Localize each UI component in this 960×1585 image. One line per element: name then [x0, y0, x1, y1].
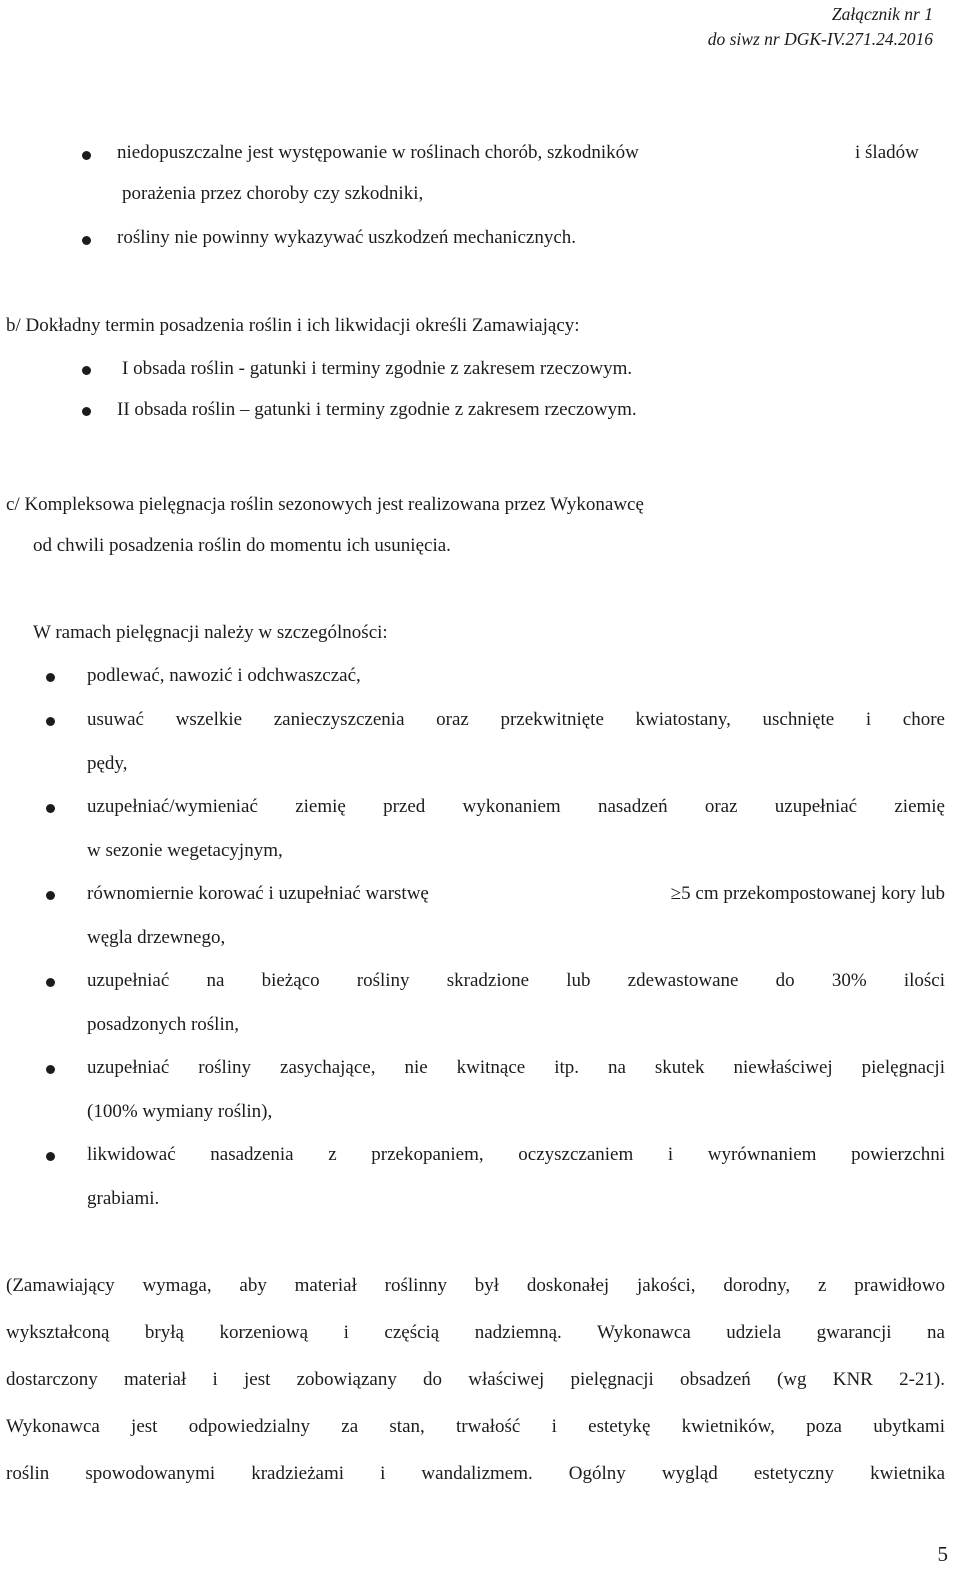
bullet-icon: [46, 891, 55, 900]
care-item: likwidować nasadzenia z przekopaniem, oczyszczaniem i wyrównaniem powierzchni: [87, 1144, 945, 1165]
section-b-item: I obsada roślin - gatunki i terminy zgodnie z zakresem rzeczowym.: [122, 358, 633, 379]
bullet-icon: [82, 366, 91, 375]
bullet-text-tail: i śladów: [855, 142, 919, 163]
section-b-item: II obsada roślin – gatunki i terminy zgodnie z zakresem rzeczowym.: [117, 399, 637, 420]
bullet-icon: [82, 151, 91, 160]
care-item-part: 5 cm przekompostowanej kory lub: [681, 883, 945, 904]
care-item-cont: grabiami.: [87, 1188, 160, 1209]
bullet-icon: [46, 978, 55, 987]
bullet-icon: [82, 236, 91, 245]
closing-line: wykształconą bryłą korzeniową i częścią nadziemną. Wykonawca udziela gwarancji na: [6, 1322, 945, 1343]
greater-or-equal-symbol: ≥: [670, 883, 682, 904]
section-c-line: c/ Kompleksowa pielęgnacja roślin sezonowych jest realizowana przez Wykonawcę: [6, 494, 644, 515]
bullet-text: rośliny nie powinny wykazywać uszkodzeń mechanicznych.: [117, 227, 577, 248]
section-c-line: od chwili posadzenia roślin do momentu ich usunięcia.: [33, 535, 451, 556]
care-item: podlewać, nawozić i odchwaszczać,: [87, 665, 361, 686]
care-item: usuwać wszelkie zanieczyszczenia oraz przekwitnięte kwiatostany, uschnięte i chore: [87, 709, 945, 730]
care-item-cont: węgla drzewnego,: [87, 927, 226, 948]
care-item-cont: w sezonie wegetacyjnym,: [87, 840, 283, 861]
bullet-icon: [46, 1065, 55, 1074]
document-reference: do siwz nr DGK-IV.271.24.2016: [707, 29, 933, 49]
care-item-part: równomiernie korować i uzupełniać warstwę: [87, 883, 429, 904]
care-item: [87, 883, 945, 905]
care-item-cont: pędy,: [87, 753, 128, 774]
care-item-cont: posadzonych roślin,: [87, 1014, 239, 1035]
bullet-icon: [46, 717, 55, 726]
care-item: uzupełniać na bieżąco rośliny skradzione lub zdewastowane do 30% ilości: [87, 970, 945, 991]
care-intro: W ramach pielęgnacji należy w szczególności:: [33, 622, 388, 643]
bullet-text: niedopuszczalne jest występowanie w roślinach chorób, szkodników: [117, 142, 639, 163]
care-item-part: [671, 883, 945, 905]
closing-line: (Zamawiający wymaga, aby materiał roślinny był doskonałej jakości, dorodny, z prawidłowo: [6, 1275, 945, 1296]
closing-line: Wykonawca jest odpowiedzialny za stan, trwałość i estetykę kwietników, poza ubytkami: [6, 1416, 945, 1437]
bullet-text-cont: porażenia przez choroby czy szkodniki,: [122, 183, 424, 204]
section-b-heading: b/ Dokładny termin posadzenia roślin i ich likwidacji określi Zamawiający:: [6, 315, 580, 336]
bullet-icon: [46, 804, 55, 813]
care-item: uzupełniać rośliny zasychające, nie kwitnące itp. na skutek niewłaściwej pielęgnacji: [87, 1057, 945, 1078]
closing-line: dostarczony materiał i jest zobowiązany do właściwej pielęgnacji obsadzeń (wg KNR 2-21).: [6, 1369, 945, 1390]
care-item-cont: (100% wymiany roślin),: [87, 1101, 273, 1122]
attachment-label: Załącznik nr 1: [831, 4, 933, 24]
closing-line: roślin spowodowanymi kradzieżami i wandalizmem. Ogólny wygląd estetyczny kwietnika: [6, 1463, 945, 1484]
care-item: uzupełniać/wymieniać ziemię przed wykonaniem nasadzeń oraz uzupełniać ziemię: [87, 796, 945, 817]
bullet-icon: [46, 673, 55, 682]
page-number: 5: [937, 1542, 948, 1566]
bullet-icon: [82, 407, 91, 416]
bullet-icon: [46, 1152, 55, 1161]
